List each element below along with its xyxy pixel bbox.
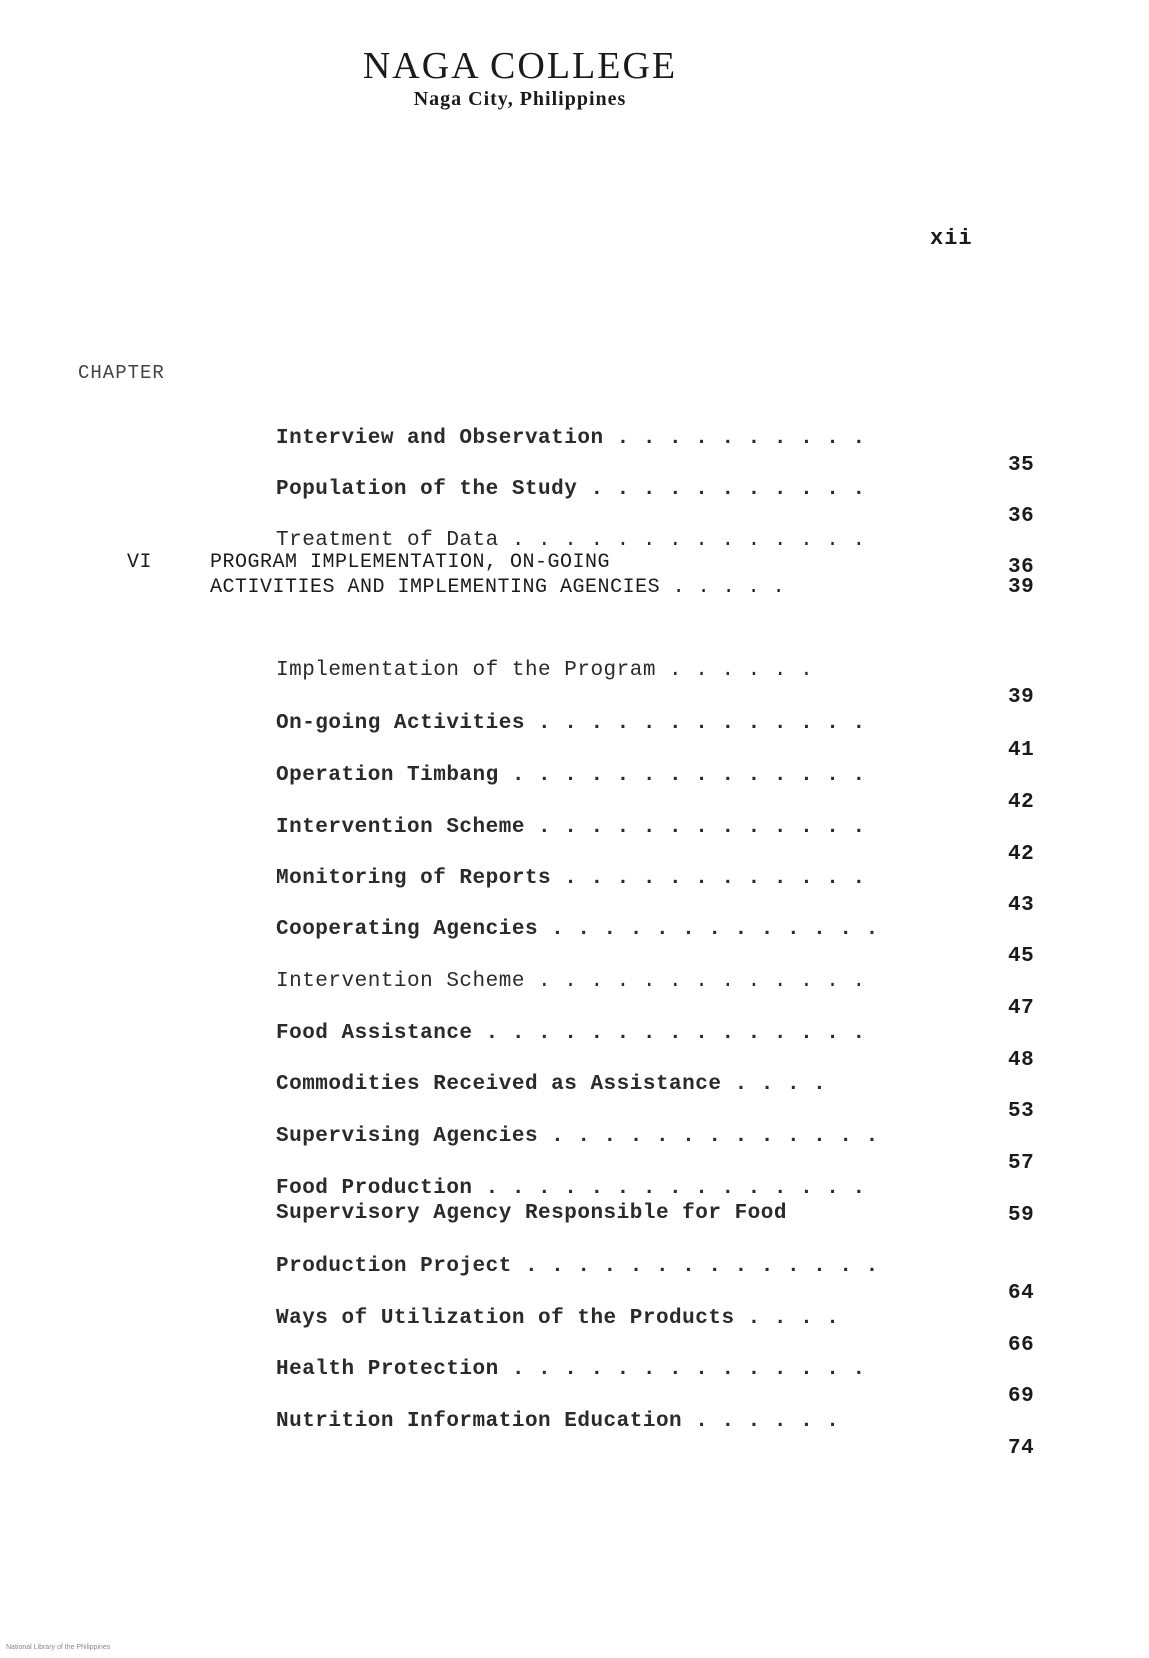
toc-entry-page: 69 bbox=[1008, 1385, 1035, 1408]
scan-footer-note: National Library of the Philippines bbox=[6, 1644, 111, 1651]
toc-entry-page: 47 bbox=[1008, 997, 1035, 1020]
toc-entry-page: 59 bbox=[1008, 1204, 1035, 1227]
toc-entry-page: 43 bbox=[1008, 894, 1035, 917]
toc-entry-page: 57 bbox=[1008, 1152, 1035, 1175]
chapter-column-label: CHAPTER bbox=[78, 362, 165, 384]
toc-entry-title: On-going Activities . . . . . . . . . . . . . bbox=[276, 712, 866, 735]
chapter-page: 39 bbox=[1008, 576, 1035, 599]
toc-entry-title: Food Production . . . . . . . . . . . . . . . bbox=[276, 1177, 866, 1200]
toc-entry-title: Population of the Study . . . . . . . . . . . bbox=[276, 478, 866, 501]
chapter-title-line-1: PROGRAM IMPLEMENTATION, ON-GOING bbox=[210, 551, 611, 574]
toc-entry-page: 66 bbox=[1008, 1334, 1035, 1357]
page-number: xii bbox=[930, 226, 973, 251]
toc-entry-title: Operation Timbang . . . . . . . . . . . . . . bbox=[276, 764, 866, 787]
college-location: Naga City, Philippines bbox=[413, 88, 627, 110]
chapter-title-line-2: ACTIVITIES AND IMPLEMENTING AGENCIES . . . . . bbox=[210, 576, 786, 599]
toc-entry-title: Interview and Observation . . . . . . . . . . bbox=[276, 427, 866, 450]
toc-entry-page: 39 bbox=[1008, 686, 1035, 709]
toc-entry-title: Monitoring of Reports . . . . . . . . . . . . bbox=[276, 867, 866, 890]
toc-entry-page: 53 bbox=[1008, 1100, 1035, 1123]
toc-entry-page: 36 bbox=[1008, 556, 1035, 579]
toc-entry-page: 36 bbox=[1008, 505, 1035, 528]
toc-entry-title: Implementation of the Program . . . . . . bbox=[276, 659, 814, 682]
toc-entry-title: Ways of Utilization of the Products . . . . bbox=[276, 1307, 840, 1330]
toc-entry-title: Intervention Scheme . . . . . . . . . . . . . bbox=[276, 970, 866, 993]
chapter-number: VI bbox=[127, 551, 153, 574]
toc-entry-page: 42 bbox=[1008, 843, 1035, 866]
toc-entry-page: 35 bbox=[1008, 454, 1035, 477]
toc-entry-title: Treatment of Data . . . . . . . . . . . . . . bbox=[276, 529, 866, 552]
document-header bbox=[0, 44, 1040, 111]
toc-entry-page: 41 bbox=[1008, 739, 1035, 762]
college-name: NAGA COLLEGE bbox=[362, 45, 678, 87]
toc-entry-page: 45 bbox=[1008, 945, 1035, 968]
toc-entry-page: 42 bbox=[1008, 791, 1035, 814]
toc-entry-title-line-2: Production Project . . . . . . . . . . . . . . bbox=[276, 1255, 879, 1278]
toc-entry-title: Food Assistance . . . . . . . . . . . . . . . bbox=[276, 1022, 866, 1045]
toc-entry-title: Intervention Scheme . . . . . . . . . . . . . bbox=[276, 816, 866, 839]
toc-entry bbox=[0, 1381, 1149, 1462]
toc-entry-title: Commodities Received as Assistance . . . . bbox=[276, 1073, 827, 1096]
toc-entry-title: Health Protection . . . . . . . . . . . . . . bbox=[276, 1358, 866, 1381]
toc-entry-title: Cooperating Agencies . . . . . . . . . . . . . bbox=[276, 918, 879, 941]
toc-entry-page: 74 bbox=[1008, 1437, 1035, 1460]
toc-entry-title: Nutrition Information Education . . . . . . bbox=[276, 1410, 840, 1433]
toc-entry-page: 48 bbox=[1008, 1049, 1035, 1072]
toc-entry-title: Supervising Agencies . . . . . . . . . . . . . bbox=[276, 1125, 879, 1148]
toc-entry-page: 64 bbox=[1008, 1282, 1035, 1305]
toc-entry-title-line-1: Supervisory Agency Responsible for Food bbox=[276, 1202, 787, 1225]
